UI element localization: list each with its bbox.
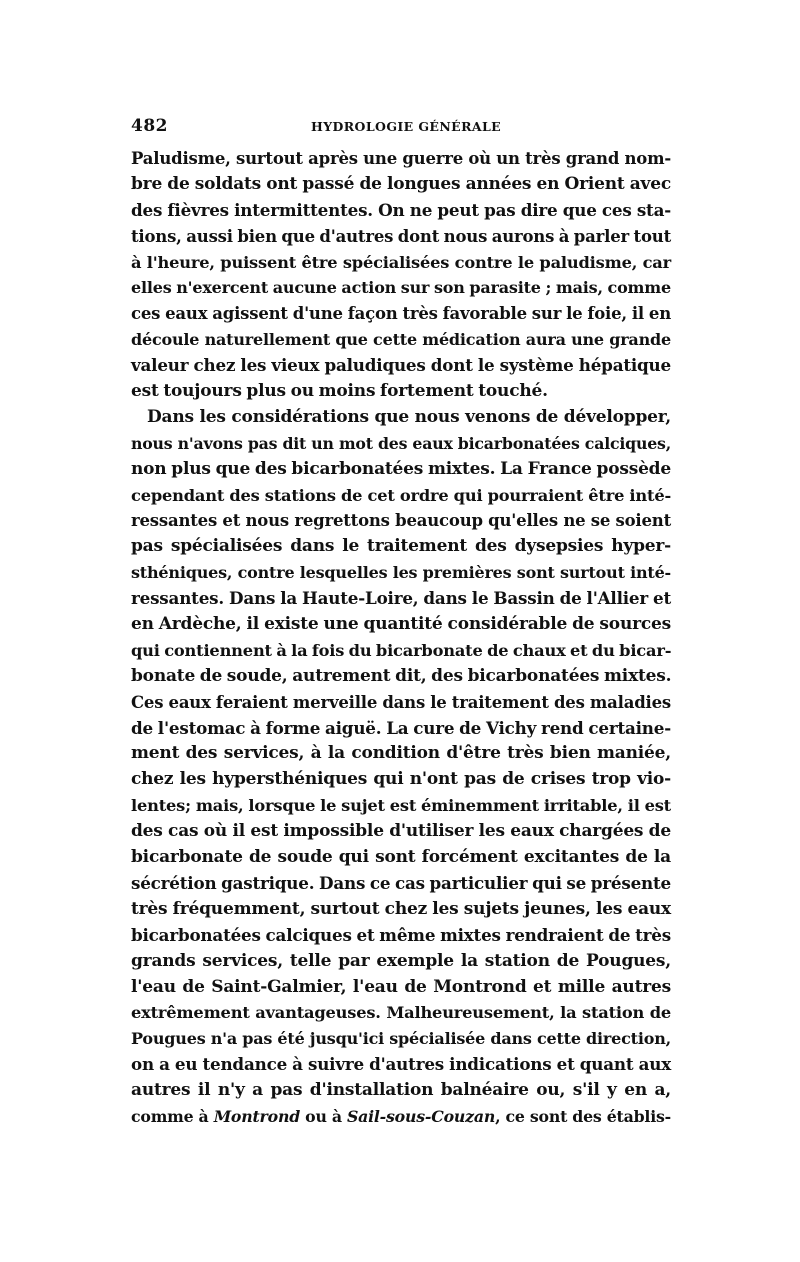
text-line: l'eau de Saint-Galmier, l'eau de Montrond et mille autres bbox=[131, 976, 671, 997]
text-line: Paludisme, surtout après une guerre où un très grand nom- bbox=[131, 149, 671, 168]
text-line: elles n'exercent aucune action sur son parasite ; mais, comme bbox=[131, 278, 671, 298]
text-line: on a eu tendance à suivre d'autres indications et quant aux bbox=[131, 1054, 671, 1075]
text-line: découle naturellement que cette médication aura une grande bbox=[131, 330, 671, 350]
text-line: à l'heure, puissent être spécialisées contre le paludisme, car bbox=[131, 252, 671, 272]
text-line: ment des services, à la condition d'être très bien maniée, bbox=[131, 743, 671, 764]
text-line: tions, aussi bien que d'autres dont nous aurons à parler tout bbox=[131, 226, 671, 246]
text-fragment: ou à bbox=[300, 1106, 347, 1126]
text-line: non plus que des bicarbonatées mixtes. La France possède bbox=[131, 458, 671, 479]
text-line: sécrétion gastrique. Dans ce cas particulier qui se présente bbox=[131, 872, 671, 893]
text-line: ces eaux agissent d'une façon très favorable sur le foie, il en bbox=[131, 304, 671, 324]
text-line: ressantes. Dans la Haute-Loire, dans le Bassin de l'Allier et bbox=[131, 588, 671, 609]
place-name-montrond: Montrond bbox=[213, 1106, 301, 1126]
text-line: lentes; mais, lorsque le sujet est éminemment irritable, il est bbox=[131, 796, 671, 816]
text-line: bre de soldats ont passé de longues années en Orient avec bbox=[131, 173, 671, 194]
place-name-sail-sous-couzan: Sail-sous-Couzan bbox=[346, 1106, 496, 1126]
text-line: Ces eaux feraient merveille dans le traitement des maladies bbox=[131, 692, 671, 712]
text-line: nous n'avons pas dit un mot des eaux bicarbonatées calciques, bbox=[131, 433, 671, 453]
running-title: HYDROLOGIE GÉNÉRALE bbox=[311, 119, 502, 134]
text-line: de l'estomac à forme aiguë. La cure de Vichy rend certaine- bbox=[131, 717, 671, 738]
text-line: valeur chez les vieux paludiques dont le système hépatique bbox=[131, 355, 671, 376]
text-line: cependant des stations de cet ordre qui pourraient être inté- bbox=[131, 485, 671, 505]
text-line: Dans les considérations que nous venons de développer, bbox=[147, 406, 671, 427]
text-line: qui contiennent à la fois du bicarbonate de chaux et du bicar- bbox=[131, 640, 672, 660]
text-line: grands services, telle par exemple la station de Pougues, bbox=[131, 950, 671, 971]
text-line: pas spécialisées dans le traitement des dysepsies hyper- bbox=[131, 536, 671, 557]
paragraph-2 bbox=[131, 405, 671, 1130]
text-line: sthéniques, contre lesquelles les premières sont surtout inté- bbox=[131, 563, 671, 583]
text-fragment: comme à bbox=[131, 1106, 214, 1126]
text-line: chez les hypersthéniques qui n'ont pas de crises trop vio- bbox=[131, 769, 671, 790]
body-text bbox=[131, 146, 671, 1130]
text-line: en Ardèche, il existe une quantité considérable de sources bbox=[131, 614, 671, 635]
text-line: très fréquemment, surtout chez les sujets jeunes, les eaux bbox=[131, 898, 671, 919]
text-line-last bbox=[131, 1104, 671, 1130]
text-line: est toujours plus ou moins fortement touché. bbox=[131, 381, 548, 402]
paragraph-1 bbox=[131, 146, 671, 405]
text-line: des fièvres intermittentes. On ne peut pas dire que ces sta- bbox=[131, 199, 671, 220]
text-line: Pougues n'a pas été jusqu'ici spécialisée dans cette direction, bbox=[131, 1029, 671, 1049]
text-line: des cas où il est impossible d'utiliser les eaux chargées de bbox=[131, 821, 671, 842]
page-header bbox=[131, 116, 671, 138]
text-fragment: , ce sont des établis- bbox=[495, 1106, 671, 1126]
text-line: bonate de soude, autrement dit, des bicarbonatées mixtes. bbox=[131, 665, 672, 686]
text-line: bicarbonatées calciques et même mixtes rendraient de très bbox=[131, 924, 671, 945]
text-line: bicarbonate de soude qui sont forcément excitantes de la bbox=[131, 847, 671, 868]
page-number: 482 bbox=[131, 116, 168, 136]
text-line: autres il n'y a pas d'installation balnéaire ou, s'il y en a, bbox=[131, 1080, 671, 1101]
text-line: ressantes et nous regrettons beaucoup qu'elles ne se soient bbox=[131, 511, 671, 531]
text-line: extrêmement avantageuses. Malheureusement, la station de bbox=[131, 1003, 671, 1023]
